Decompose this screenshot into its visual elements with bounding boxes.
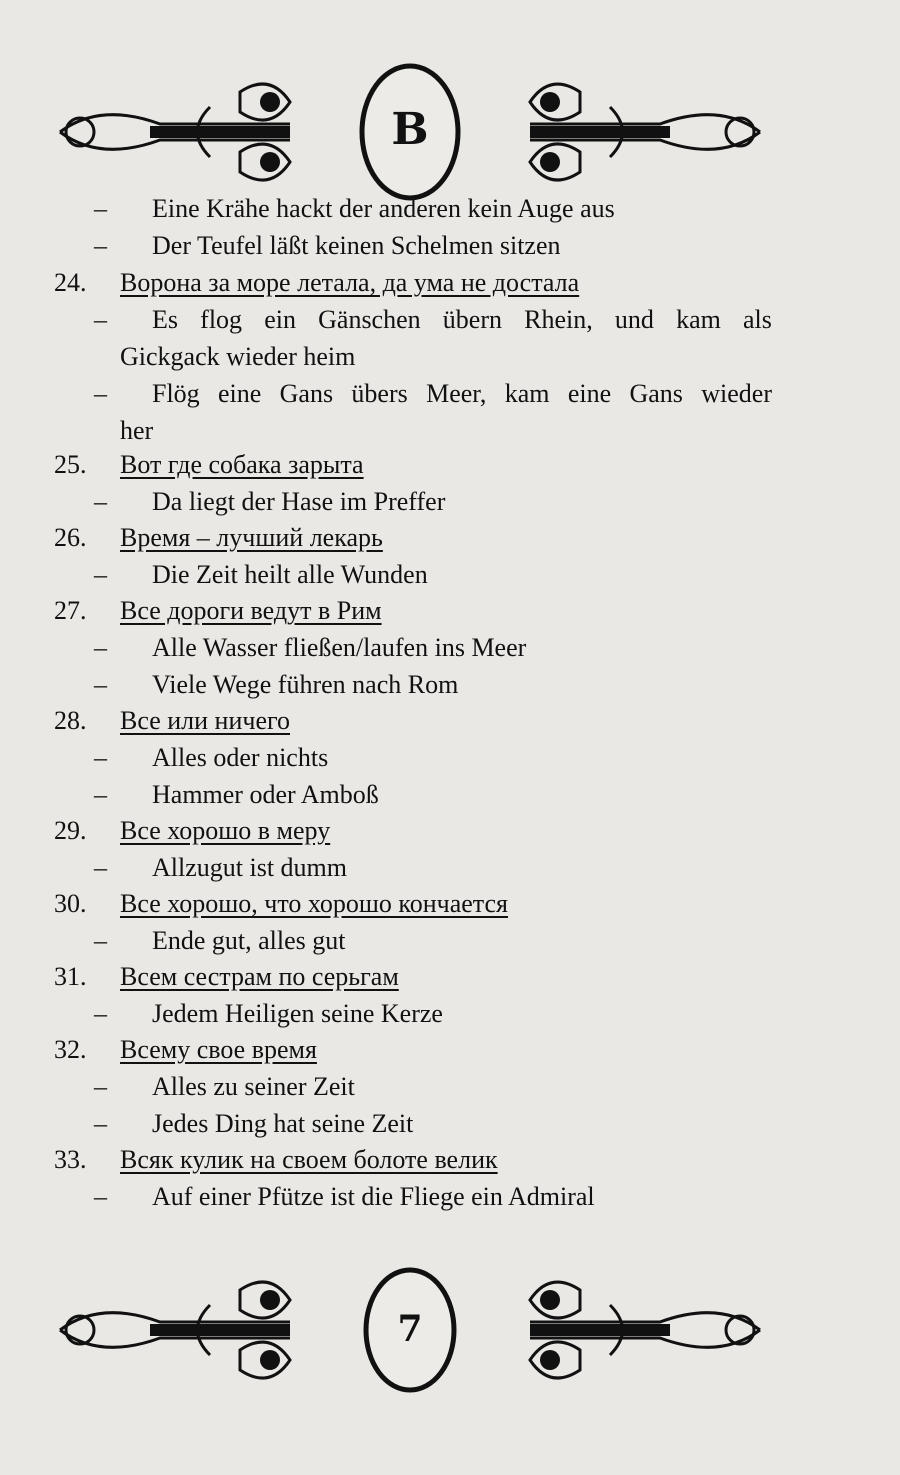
german-equivalent: Es flog ein Gänschen übern Rhein, und kam als — [152, 305, 772, 334]
dash: – — [94, 1182, 107, 1211]
russian-proverb: Все хорошо, что хорошо кончается — [120, 889, 508, 918]
section-letter: В — [391, 104, 429, 155]
dash: – — [94, 305, 107, 334]
entry-number: 28. — [54, 706, 87, 735]
dash: – — [94, 1072, 107, 1101]
list-item — [0, 301, 900, 338]
footer-ornament — [40, 1260, 780, 1400]
russian-proverb: Ворона за море летала, да ума не достала — [120, 268, 580, 297]
entry-number: 31. — [54, 962, 87, 991]
german-equivalent: Viele Wege führen nach Rom — [152, 670, 459, 699]
russian-proverb: Всему свое время — [120, 1035, 317, 1064]
page-number: 7 — [397, 1308, 423, 1350]
dash: – — [94, 670, 107, 699]
russian-proverb: Все или ничего — [120, 706, 291, 735]
russian-proverb: Всем сестрам по серьгам — [120, 962, 399, 991]
dash: – — [94, 743, 107, 772]
dash: – — [94, 999, 107, 1028]
dash: – — [94, 231, 107, 260]
german-equivalent: Der Teufel läßt keinen Schelmen sitzen — [152, 231, 561, 260]
list-item — [0, 375, 900, 412]
german-equivalent: Flög eine Gans übers Meer, kam eine Gans wieder — [152, 379, 772, 408]
dash: – — [94, 194, 107, 223]
dash: – — [94, 633, 107, 662]
dash: – — [94, 1109, 107, 1138]
russian-proverb: Всяк кулик на своем болоте велик — [120, 1145, 498, 1174]
dash: – — [94, 379, 107, 408]
german-equivalent: Ende gut, alles gut — [152, 926, 346, 955]
russian-proverb: Вот где собака зарыта — [120, 450, 364, 479]
german-equivalent: Allzugut ist dumm — [152, 853, 347, 882]
entry-number: 32. — [54, 1035, 87, 1064]
russian-proverb: Все хорошо в меру — [120, 816, 331, 845]
book-page: В – Eine Krähe hackt der anderen kein Auge aus – Der Teufel läßt keinen Schelmen sitzen 24. Ворона за море летала, да ума не достала – Es flog ein Gänschen übern Rhein, und kam als Gickgack wieder heim – Flög eine Gans übers Meer, kam eine Gans wieder her 25. Вот где собака зарыта – Da liegt der Hase im Preffer 26. Время – лучший лекарь – Die Zeit heilt alle Wunden 27. Все дороги ведут в Рим – Alle Wasser fließen/laufen ins Meer – Viele Wege führen nach Rom 28. Все или ничего – Alles oder nichts – Hammer oder Amboß 29. Все хорошо в меру – Allzugut ist dumm 30. Все хорошо, что хорошо кончается – Ende gut, alles gut 31. Всем сестрам по серьгам – Jedem Heiligen seine Kerze 32. Всему свое время – Alles zu seiner Zeit – Jedes Ding hat seine Zeit 33. Всяк кулик на своем болоте велик – Auf einer Pfütze ist die Fliege ein Admiral 7 — [0, 0, 900, 1475]
entry-number: 25. — [54, 450, 87, 479]
german-equivalent: Eine Krähe hackt der anderen kein Auge aus — [152, 194, 615, 223]
dash: – — [94, 487, 107, 516]
german-equivalent: Jedes Ding hat seine Zeit — [152, 1109, 414, 1138]
dash: – — [94, 560, 107, 589]
russian-proverb: Время – лучший лекарь — [120, 523, 383, 552]
entry-number: 24. — [54, 268, 87, 297]
german-equivalent: Auf einer Pfütze ist die Fliege ein Admiral — [152, 1182, 595, 1211]
dash: – — [94, 926, 107, 955]
russian-proverb: Все дороги ведут в Рим — [120, 596, 382, 625]
german-equivalent: Da liegt der Hase im Preffer — [152, 487, 446, 516]
german-equivalent: Alles oder nichts — [152, 743, 329, 772]
entry-number: 29. — [54, 816, 87, 845]
german-equivalent: Hammer oder Amboß — [152, 780, 379, 809]
entry-number: 30. — [54, 889, 87, 918]
german-equivalent: Alle Wasser fließen/laufen ins Meer — [152, 633, 527, 662]
german-equivalent: Jedem Heiligen seine Kerze — [152, 999, 443, 1028]
dash: – — [94, 780, 107, 809]
header-ornament — [40, 62, 780, 202]
german-equivalent: Die Zeit heilt alle Wunden — [152, 560, 428, 589]
entry-number: 27. — [54, 596, 87, 625]
german-equivalent: Alles zu seiner Zeit — [152, 1072, 355, 1101]
dash: – — [94, 853, 107, 882]
entry-number: 26. — [54, 523, 87, 552]
entry-number: 33. — [54, 1145, 87, 1174]
